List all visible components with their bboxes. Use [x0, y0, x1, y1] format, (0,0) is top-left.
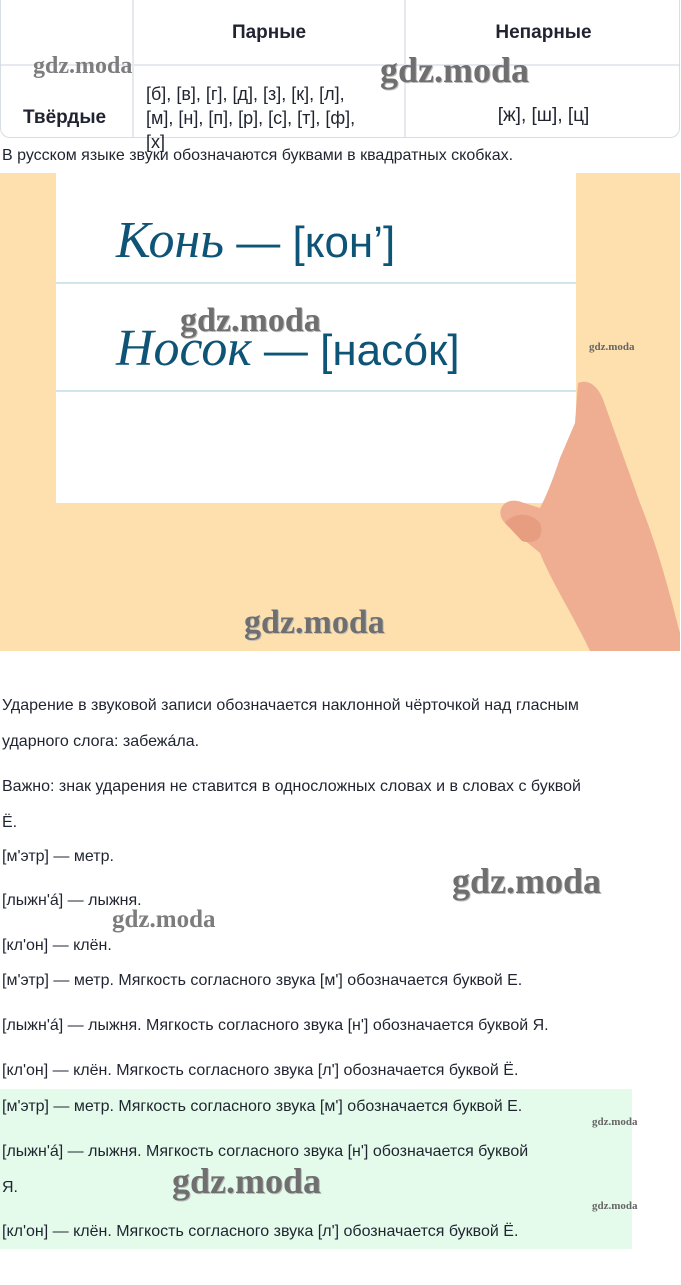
intro-text: В русском языке звуки обозначаются буквами в квадратных скобках. [2, 147, 514, 164]
answer-line: [м'этр] — метр. Мягкость согласного звука [м'] обозначается буквой Е. [2, 1098, 523, 1115]
important-note-line2: Ё. [2, 814, 18, 831]
cell-unpaired-hard: [ж], [ш], [ц] [497, 105, 590, 126]
header-paired: Парные [231, 22, 307, 43]
watermark: gdz.moda [112, 906, 216, 933]
example-line: [м'этр] — метр. Мягкость согласного звука [м'] обозначается буквой Е. [2, 972, 523, 989]
hand-icon [0, 173, 680, 651]
paired-line: [м], [н], [п], [р], [с], [т], [ф], [146, 108, 356, 128]
illustration [0, 173, 680, 651]
watermark: gdz.moda [592, 1116, 638, 1128]
stress-rule-line1: Ударение в звуковой записи обозначается наклонной чёрточкой над гласным [2, 697, 579, 714]
example-line: [лыжн'á] — лыжня. [2, 892, 142, 909]
example-line: [кл'он] — клён. [2, 937, 112, 954]
word-nosok-script: Носок [116, 320, 252, 377]
watermark: gdz.moda [592, 1200, 638, 1212]
word-kon-transcription: — [кон’] [236, 218, 396, 267]
important-note-line1: Важно: знак ударения не ставится в односложных словах и в словах с буквой [2, 778, 581, 795]
paired-line: [х] [146, 132, 166, 152]
watermark: gdz.moda [180, 302, 321, 339]
word-nosok-transcription: — [насо́к] [263, 326, 460, 375]
example-line: [кл'он] — клён. Мягкость согласного звука [л'] обозначается буквой Ё. [2, 1062, 519, 1079]
cell-paired-hard [146, 82, 401, 154]
answer-line: [лыжн'á] — лыжня. Мягкость согласного звука [н'] обозначается буквой [2, 1143, 529, 1160]
watermark: gdz.moda [452, 861, 602, 901]
example-line: [м'этр] — метр. [2, 848, 114, 865]
watermark: gdz.moda [172, 1161, 322, 1201]
watermark: gdz.moda [380, 50, 530, 90]
answer-line: Я. [2, 1179, 18, 1196]
watermark: gdz.moda [589, 341, 635, 353]
watermark: gdz.moda [244, 604, 385, 641]
header-unpaired: Непарные [495, 22, 592, 43]
watermark: gdz.moda [33, 53, 133, 79]
example-line: [лыжн'á] — лыжня. Мягкость согласного звука [н'] обозначается буквой Я. [2, 1017, 549, 1034]
paired-line: [б], [в], [г], [д], [з], [к], [л], [146, 84, 345, 104]
stress-rule-line2: ударного слога: забежáла. [2, 733, 200, 750]
row-label-hard: Твёрдые [23, 107, 107, 128]
word-kon-script: Конь [116, 212, 225, 269]
answer-line: [кл'он] — клён. Мягкость согласного звука [л'] обозначается буквой Ё. [2, 1223, 519, 1240]
